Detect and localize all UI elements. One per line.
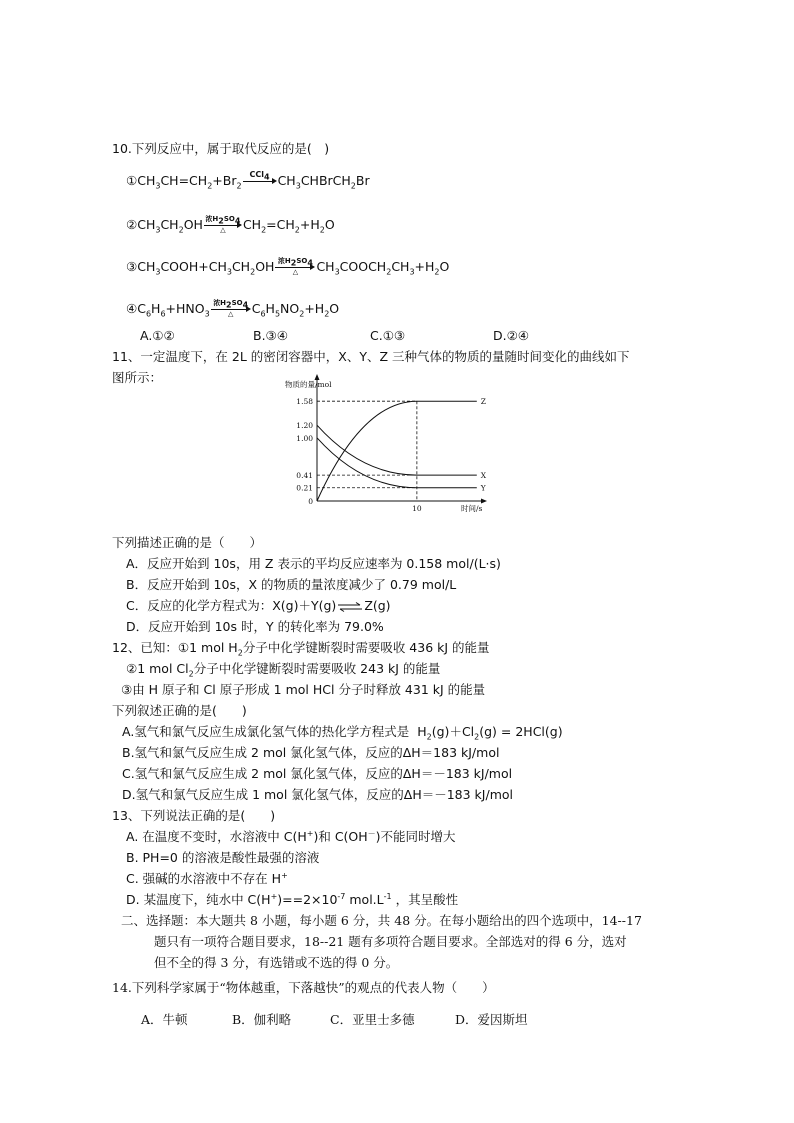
x-tick-label: 10 <box>412 504 422 513</box>
products: $CH_3COOCH_2CH_3+H_2O$ <box>316 259 450 277</box>
reaction-arrow: CCl$_4$ <box>243 175 277 189</box>
q11-option-c <box>126 598 391 614</box>
q12-fact-3: ③由 H 原子和 Cl 原子形成 1 mol HCl 分子时释放 431 kJ 的能量 <box>121 682 486 697</box>
q12-option-b: B.氢气和氯气反应生成 2 mol 氯化氢气体，反应的ΔH＝183 kJ/mol <box>122 745 500 760</box>
y-tick-label: 0.41 <box>296 471 313 481</box>
q13-stem: 13、下列说法正确的是( ) <box>112 808 276 823</box>
y-axis-label: 物质的量/mol <box>285 380 332 389</box>
y-tick-label: 1.00 <box>296 433 313 443</box>
q13-option-d: D. 某温度下，纯水中 $C(H^+)==2\times 10^{-7}$ $mol.L^{-1}$ ，其呈酸性 <box>126 891 459 907</box>
q11-option-b: B．反应开始到 10s，X 的物质的量浓度减少了 0.79 mol/L <box>126 577 457 592</box>
q10-option-b: B.③④ <box>253 328 288 343</box>
q12-fact-2: ②1 mol $Cl_2$分子中化学键断裂时需要吸收 243 kJ 的能量 <box>126 661 441 679</box>
q11-option-d: D．反应开始到 10s 时，Y 的转化率为 79.0% <box>126 619 384 634</box>
series-line-y <box>317 438 477 488</box>
q11-stem-line1: 11、一定温度下，在 2L 的密闭容器中，X、Y、Z 三种气体的物质的量随时间变化的曲线如下 <box>112 349 630 364</box>
q11-ask: 下列描述正确的是（ ） <box>112 535 263 550</box>
q13-option-a: A. 在温度不变时，水溶液中 C(H+)和 C(OH－)不能同时增大 <box>126 828 456 844</box>
reaction-arrow: 浓$H_2SO_4$ △ <box>205 214 241 234</box>
q12-ask: 下列叙述正确的是( ) <box>112 703 247 718</box>
series-label-y: Y <box>480 483 486 493</box>
q12-stem: 12、已知：①1 mol $H_2$分子中化学键断裂时需要吸收 436 kJ 的能量 <box>112 640 490 658</box>
q11-stem-line2: 图所示： <box>112 370 163 385</box>
reactants: $CH_3CH_2OH$ <box>137 217 203 235</box>
q11-option-a: A．反应开始到 10s，用 Z 表示的平均反应速率为 0.158 mol/(L·s) <box>126 556 501 571</box>
series-label-z: Z <box>480 397 487 407</box>
reaction-number: ③ <box>126 259 138 274</box>
reactants: $C_6H_6+HNO_3$ <box>137 301 210 319</box>
equilibrium-arrow-icon <box>336 602 364 612</box>
series-label-x: X <box>480 471 487 481</box>
q12-option-d: D.氢气和氯气反应生成 1 mol 氯化氢气体，反应的ΔH＝－183 kJ/mol <box>122 787 513 802</box>
section2-line2: 题只有一项符合题目要求，18--21 题有多项符合题目要求。全部选对的得 6 分，选对 <box>154 934 627 949</box>
substance-amount-chart <box>280 370 487 518</box>
section2-line1: 二、选择题：本大题共 8 小题，每小题 6 分，共 48 分。在每小题给出的四个选项中，14--17 <box>121 913 642 928</box>
q14-option-a: A．牛顿 <box>141 1012 188 1027</box>
y-tick-label: 0 <box>308 497 313 506</box>
q10-stem: 10.下列反应中，属于取代反应的是( ) <box>112 141 330 156</box>
reaction-number: ① <box>126 173 138 188</box>
products: $CH_2=CH_2+H_2O$ <box>242 217 335 235</box>
reactants: $CH_3CH=CH_2+Br_2$ <box>137 173 242 191</box>
q10-option-d: D.②④ <box>493 328 530 343</box>
y-tick-label: 1.58 <box>296 397 313 407</box>
products: $CH_3CHBrCH_2Br$ <box>277 173 370 191</box>
series-line-x <box>317 425 477 475</box>
reactants: $CH_3COOH+CH_3CH_2OH$ <box>137 259 275 277</box>
reaction-arrow: 浓$H_2SO_4$ △ <box>211 303 251 317</box>
q13-option-c: C. 强碱的水溶液中不存在 H+ <box>126 870 288 886</box>
q14-option-c: C．亚里士多德 <box>330 1012 415 1027</box>
q10-reaction-3 <box>126 256 450 277</box>
q13-option-b: B. PH=0 的溶液是酸性最强的溶液 <box>126 850 320 865</box>
products: $C_6H_5NO_2+H_2O$ <box>251 301 340 319</box>
q10-reaction-2 <box>126 214 335 235</box>
q12-option-c: C.氢气和氯气反应生成 2 mol 氯化氢气体，反应的ΔH＝－183 kJ/mol <box>122 766 513 781</box>
q12-option-a: A.氢气和氯气反应生成氯化氢气体的热化学方程式是 $H_2(g)+Cl_2(g) = 2HCl(g)$ <box>122 724 563 742</box>
reaction-number: ② <box>126 217 138 232</box>
y-tick-label: 0.21 <box>296 483 313 493</box>
q14-stem: 14.下列科学家属于“物体越重，下落越快”的观点的代表人物（ ） <box>112 980 495 995</box>
x-axis-label: 时间/s <box>461 504 483 513</box>
reaction-arrow: 浓$H_2SO_4$ △ <box>275 261 315 275</box>
q14-option-d: D．爱因斯坦 <box>455 1012 528 1027</box>
option-c-lhs: C．反应的化学方程式为：X(g)＋Y(g) <box>126 598 337 613</box>
q10-reaction-1 <box>126 169 370 191</box>
q10-reaction-4 <box>126 298 340 319</box>
reaction-number: ④ <box>126 301 138 316</box>
q14-option-b: B．伽利略 <box>232 1012 292 1027</box>
option-c-rhs: Z(g) <box>364 598 391 613</box>
y-tick-label: 1.20 <box>296 421 313 431</box>
x-axis-arrow-icon <box>481 499 487 504</box>
section2-line3: 但不全的得 3 分，有选错或不选的得 0 分。 <box>154 955 399 970</box>
q10-option-c: C.①③ <box>370 328 406 343</box>
q10-option-a: A.①② <box>140 328 175 343</box>
